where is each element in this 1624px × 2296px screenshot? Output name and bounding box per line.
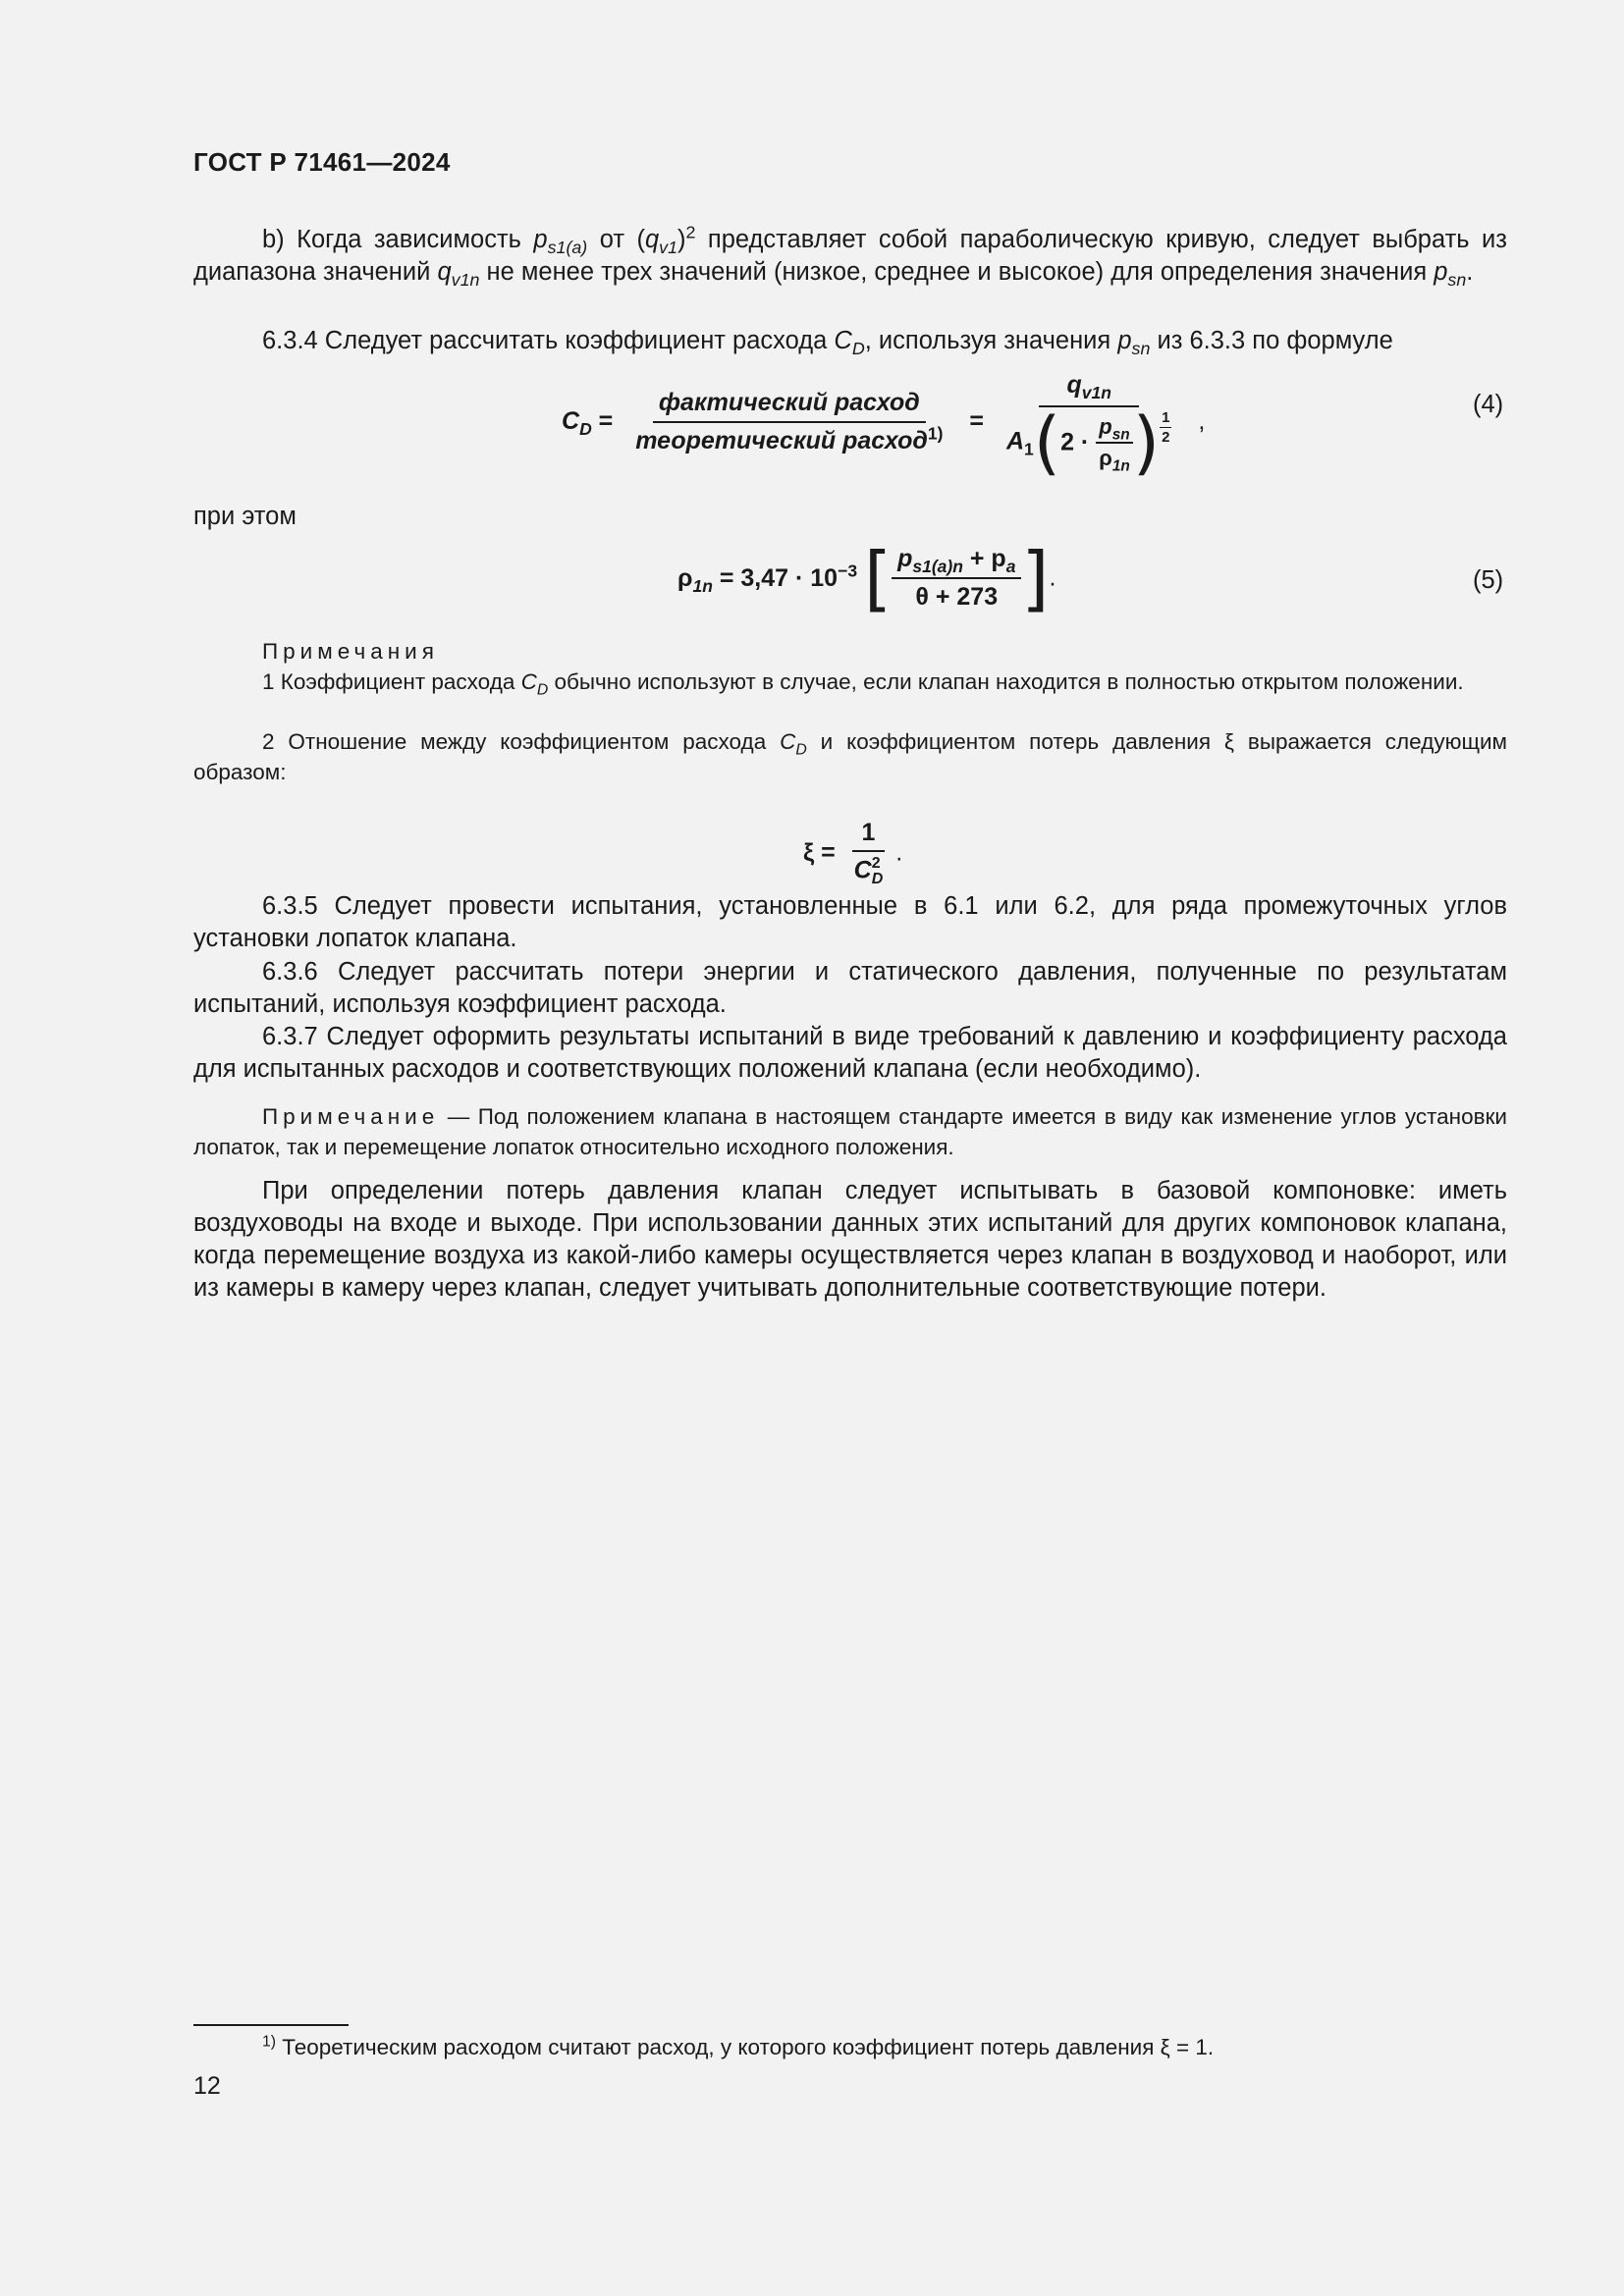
note-single: Примечание — Под положением клапана в настоящем стандарте имеется в виду как изменение углов установки лопаток, так и перемещение лопаток относительно исходного положения.: [193, 1104, 1507, 1159]
page-number: 12: [193, 2072, 221, 2100]
paragraph-6-3-7: 6.3.7 Следует оформить результаты испытаний в виде требований к давлению и коэффициенту расхода для испытанных расходов и соответствующих положений клапана (если необходимо).: [193, 1023, 1507, 1083]
paragraph-6-3-6: 6.3.6 Следует рассчитать потери энергии и статического давления, полученные по результатам испытаний, используя коэффициент расхода.: [193, 958, 1507, 1018]
formula-5: $\rho_{1n} = 3,47 \cdot 10^{-3}$ [ $\frac{p_{s1(a)n} + p_a}{\theta + 273}$ ].: [677, 537, 1056, 619]
document-header: ГОСТ Р 71461—2024: [193, 147, 451, 177]
note-1: 1 Коэффициент расхода $C_D$ обычно используют в случае, если клапан находится в полностью открытом положении.: [262, 669, 1464, 699]
paragraph-b: b) Когда зависимость $p_{s1(a)}$ от $(q_{v1})^2$ представляет собой параболическую кривую, следует выбрать из диапазона значений $q_{v1n}$ не менее трех значений (низкое, среднее и высокое) для определения значения $p_{sn}$.: [193, 222, 1507, 291]
footnote: $^{1)}$ Теоретическим расходом считают расход, у которого коэффициент потерь давления ξ = 1.: [262, 2033, 1215, 2059]
formula-4: $C_D$ = $\frac{\text{фактический расход}}{теоретический расход^{1)}}$ = $q_{v1n}$ $A_1(2$ · $\frac{p_{sn}}{\rho_{1n}}$ ) $\frac{1}{2}$ ,: [562, 371, 1206, 483]
text-pri-etom: при этом: [193, 503, 297, 530]
formula-5-number: (5): [1473, 566, 1504, 594]
paragraph-final: При определении потерь давления клапан следует испытывать в базовой компоновке: иметь воздуховоды на входе и выходе. При использовании данных этих испытаний для других компоновок клапана, когда перемещение воздуха из какой-либо камеры осуществляется через клапан в воздуховод и наоборот, или из камеры в камеру через клапан, следует учитывать дополнительные соответствующие потери.: [193, 1177, 1507, 1302]
note-2: 2 Отношение между коэффициентом расхода $C_D$ и коэффициентом потерь давления ξ выражается следующим образом:: [193, 729, 1507, 784]
footnote-separator: [193, 2024, 349, 2026]
paragraph-6-3-5: 6.3.5 Следует провести испытания, установленные в 6.1 или 6.2, для ряда промежуточных углов установки лопаток клапана.: [193, 892, 1507, 952]
paragraph-6-3-4: 6.3.4 Следует рассчитать коэффициент расхода $C_D$, используя значения $p_{sn}$ из 6.3.3 по формуле: [262, 327, 1393, 359]
notes-title: Примечания: [262, 639, 439, 664]
formula-xi: ξ = 1 C 2 D .: [803, 819, 903, 887]
formula-4-number: (4): [1473, 391, 1504, 418]
